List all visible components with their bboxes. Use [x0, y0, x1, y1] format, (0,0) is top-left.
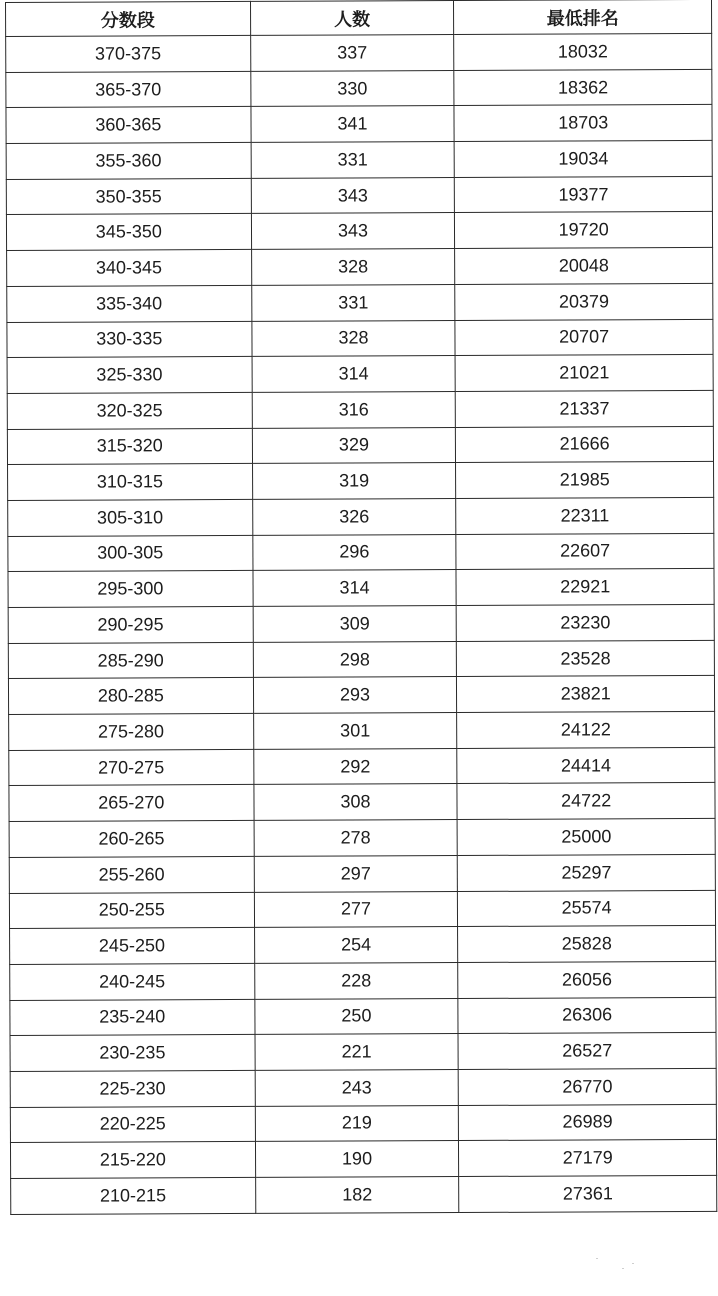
cell-count: 293 — [253, 677, 457, 714]
cell-count: 301 — [253, 713, 457, 750]
cell-count: 343 — [251, 213, 455, 250]
cell-lowest-rank: 25828 — [458, 926, 716, 963]
table-row — [9, 747, 715, 786]
cell-score-range: 265-270 — [9, 785, 254, 822]
cell-score-range: 270-275 — [9, 749, 254, 786]
table-row — [8, 497, 714, 536]
cell-score-range: 305-310 — [8, 499, 253, 536]
table-row — [6, 33, 712, 72]
cell-score-range: 290-295 — [8, 606, 253, 643]
cell-score-range: 245-250 — [10, 928, 255, 965]
cell-count: 331 — [251, 142, 455, 179]
table-row — [8, 676, 714, 715]
cell-count: 326 — [252, 498, 456, 535]
cell-count: 328 — [252, 320, 456, 357]
cell-count: 331 — [251, 284, 455, 321]
cell-score-range: 225-230 — [10, 1070, 255, 1107]
cell-count: 316 — [252, 391, 456, 428]
table-row — [6, 212, 712, 251]
cell-score-range: 345-350 — [6, 214, 251, 251]
cell-count: 329 — [252, 427, 456, 464]
table-row — [7, 283, 713, 322]
cell-lowest-rank: 21337 — [456, 390, 714, 427]
cell-count: 221 — [255, 1034, 459, 1071]
cell-count: 341 — [251, 106, 455, 143]
table-row — [9, 854, 715, 893]
cell-count: 190 — [255, 1141, 459, 1178]
cell-lowest-rank: 23230 — [456, 604, 714, 641]
table-row — [9, 711, 715, 750]
scan-speck — [622, 1268, 624, 1269]
cell-score-range: 310-315 — [8, 464, 253, 501]
header-count: 人数 — [250, 1, 454, 36]
table-body — [6, 33, 717, 1214]
score-rank-table — [5, 0, 717, 1215]
header-lowest-rank: 最低排名 — [454, 0, 712, 35]
cell-lowest-rank: 22607 — [456, 533, 714, 570]
cell-count: 319 — [252, 463, 456, 500]
table-row — [8, 604, 714, 643]
cell-lowest-rank: 27179 — [459, 1140, 717, 1177]
cell-count: 297 — [254, 855, 458, 892]
cell-lowest-rank: 25297 — [458, 854, 716, 891]
cell-score-range: 355-360 — [6, 142, 251, 179]
table-row — [7, 319, 713, 358]
table-header-row — [6, 0, 712, 36]
cell-score-range: 315-320 — [7, 428, 252, 465]
cell-lowest-rank: 20707 — [455, 319, 713, 356]
cell-count: 308 — [254, 784, 458, 821]
table-row — [6, 176, 712, 215]
cell-count: 250 — [254, 998, 458, 1035]
table-row — [7, 426, 713, 465]
cell-lowest-rank: 26770 — [459, 1068, 717, 1105]
table-row — [7, 248, 713, 287]
table-row — [10, 1140, 716, 1179]
cell-score-range: 335-340 — [7, 285, 252, 322]
cell-lowest-rank: 19034 — [454, 140, 712, 177]
cell-score-range: 240-245 — [10, 963, 255, 1000]
cell-score-range: 340-345 — [7, 250, 252, 287]
cell-count: 343 — [251, 177, 455, 214]
cell-score-range: 325-330 — [7, 357, 252, 394]
cell-count: 337 — [250, 35, 454, 72]
table-row — [7, 390, 713, 429]
cell-score-range: 330-335 — [7, 321, 252, 358]
cell-count: 314 — [252, 356, 456, 393]
cell-lowest-rank: 26306 — [458, 997, 716, 1034]
cell-lowest-rank: 21666 — [456, 426, 714, 463]
cell-count: 292 — [253, 748, 457, 785]
cell-score-range: 320-325 — [7, 392, 252, 429]
table-row — [8, 533, 714, 572]
header-score-range: 分数段 — [6, 1, 251, 36]
cell-count: 314 — [253, 570, 457, 607]
cell-lowest-rank: 18032 — [454, 33, 712, 70]
cell-score-range: 360-365 — [6, 107, 251, 144]
table-row — [8, 640, 714, 679]
table-row — [7, 355, 713, 394]
cell-count: 298 — [253, 641, 457, 678]
cell-count: 254 — [254, 927, 458, 964]
cell-lowest-rank: 24722 — [457, 783, 715, 820]
cell-lowest-rank: 20048 — [455, 248, 713, 285]
cell-score-range: 215-220 — [10, 1142, 255, 1179]
cell-lowest-rank: 18703 — [454, 105, 712, 142]
table-row — [6, 105, 712, 144]
cell-lowest-rank: 24122 — [457, 711, 715, 748]
table-row — [10, 1068, 716, 1107]
table-row — [6, 69, 712, 108]
cell-lowest-rank: 26989 — [459, 1104, 717, 1141]
cell-score-range: 370-375 — [6, 35, 251, 72]
cell-score-range: 295-300 — [8, 571, 253, 608]
cell-lowest-rank: 21021 — [455, 355, 713, 392]
cell-score-range: 220-225 — [10, 1106, 255, 1143]
table-row — [10, 1104, 716, 1143]
cell-count: 228 — [254, 962, 458, 999]
cell-lowest-rank: 21985 — [456, 462, 714, 499]
cell-score-range: 260-265 — [9, 821, 254, 858]
cell-lowest-rank: 23528 — [457, 640, 715, 677]
table-row — [9, 819, 715, 858]
table-row — [9, 890, 715, 929]
cell-score-range: 210-215 — [11, 1177, 256, 1214]
cell-score-range: 350-355 — [6, 178, 251, 215]
cell-count: 277 — [254, 891, 458, 928]
cell-count: 243 — [255, 1069, 459, 1106]
cell-lowest-rank: 26527 — [458, 1033, 716, 1070]
cell-count: 296 — [252, 534, 456, 571]
table-row — [6, 140, 712, 179]
cell-lowest-rank: 20379 — [455, 283, 713, 320]
table-row — [10, 926, 716, 965]
cell-lowest-rank: 19720 — [455, 212, 713, 249]
cell-lowest-rank: 26056 — [458, 961, 716, 998]
table-row — [10, 1033, 716, 1072]
cell-count: 330 — [250, 70, 454, 107]
cell-count: 219 — [255, 1105, 459, 1142]
table-row — [9, 783, 715, 822]
cell-lowest-rank: 19377 — [455, 176, 713, 213]
cell-lowest-rank: 22921 — [456, 569, 714, 606]
scan-speck — [596, 1258, 598, 1259]
table-row — [10, 997, 716, 1036]
table-row — [10, 961, 716, 1000]
cell-lowest-rank: 25000 — [457, 819, 715, 856]
cell-lowest-rank: 27361 — [459, 1175, 717, 1212]
cell-count: 278 — [254, 820, 458, 857]
cell-score-range: 285-290 — [8, 642, 253, 679]
cell-score-range: 235-240 — [10, 999, 255, 1036]
cell-score-range: 300-305 — [8, 535, 253, 572]
cell-count: 182 — [255, 1177, 459, 1214]
cell-lowest-rank: 24414 — [457, 747, 715, 784]
cell-lowest-rank: 22311 — [456, 497, 714, 534]
cell-count: 309 — [253, 606, 457, 643]
cell-lowest-rank: 25574 — [458, 890, 716, 927]
table-row — [11, 1175, 717, 1214]
cell-score-range: 255-260 — [9, 856, 254, 893]
cell-score-range: 280-285 — [8, 678, 253, 715]
cell-score-range: 250-255 — [9, 892, 254, 929]
cell-score-range: 230-235 — [10, 1035, 255, 1072]
table-row — [8, 462, 714, 501]
scan-speck — [632, 1263, 634, 1264]
cell-count: 328 — [251, 249, 455, 286]
table-row — [8, 569, 714, 608]
cell-score-range: 275-280 — [9, 713, 254, 750]
cell-lowest-rank: 18362 — [454, 69, 712, 106]
cell-score-range: 365-370 — [6, 71, 251, 108]
cell-lowest-rank: 23821 — [457, 676, 715, 713]
